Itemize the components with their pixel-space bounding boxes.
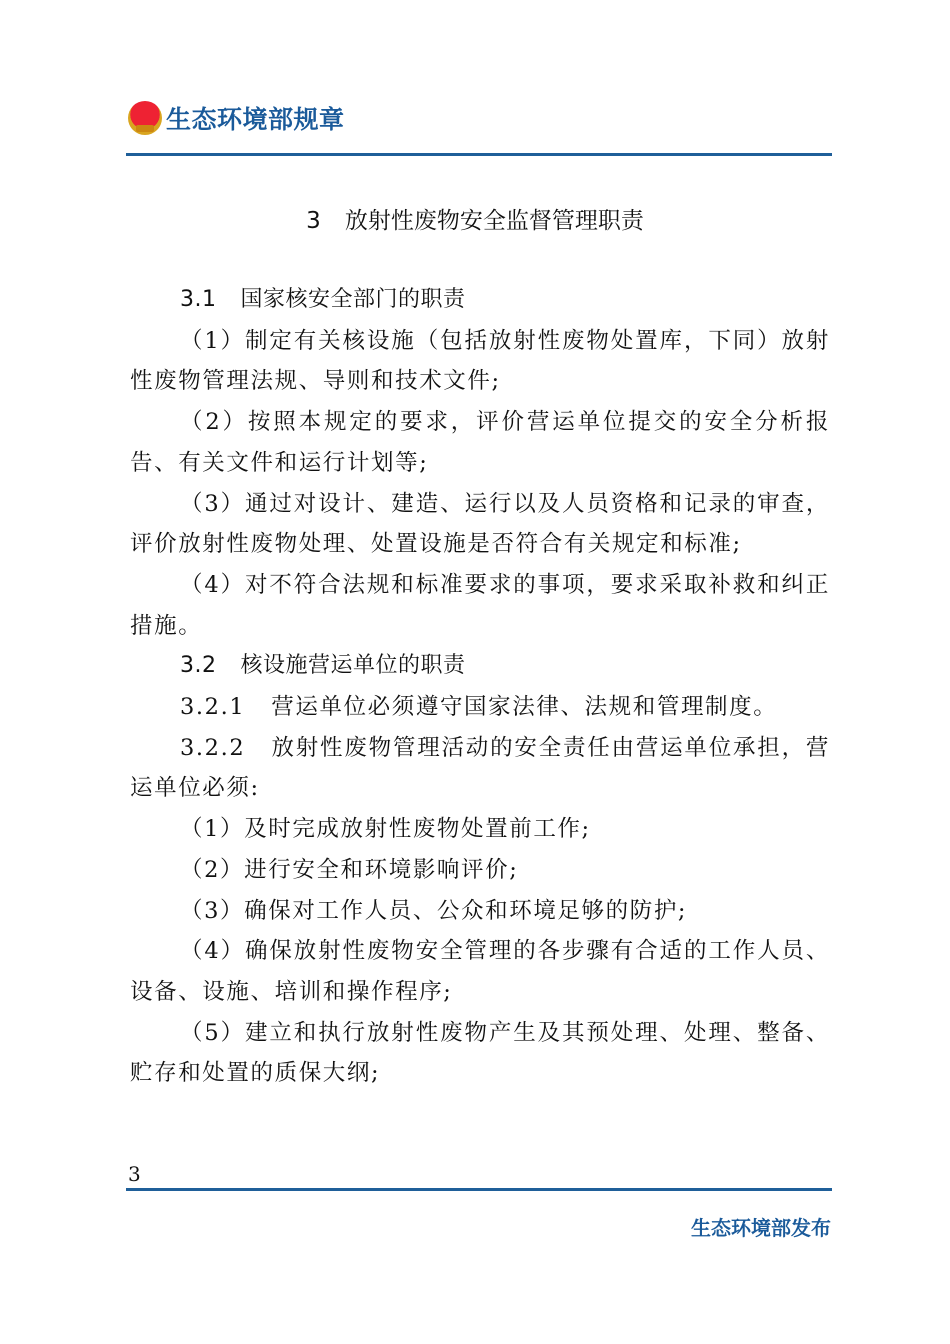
paragraph: （4）对不符合法规和标准要求的事项，要求采取补救和纠正措施。 xyxy=(130,571,830,639)
subsection-title: 国家核安全部门的职责 xyxy=(240,287,466,312)
page-header xyxy=(128,100,345,136)
header-title: 生态环境部规章 xyxy=(166,105,345,134)
section-number: 3 xyxy=(306,208,321,234)
national-emblem-icon xyxy=(128,101,162,135)
clause xyxy=(130,687,830,728)
paragraph: （5）建立和执行放射性废物产生及其预处理、处理、整备、贮存和处置的质保大纲; xyxy=(130,1019,830,1087)
paragraph: （3）通过对设计、建造、运行以及人员资格和记录的审查，评价放射性废物处理、处置设施是否符合有关规定和标准; xyxy=(130,490,830,558)
clause-text: 放射性废物管理活动的安全责任由营运单位承担，营运单位必须: xyxy=(130,734,830,802)
section-title xyxy=(0,202,950,235)
header-divider xyxy=(126,153,832,156)
page-number: 3 xyxy=(128,1162,141,1186)
subsection-number: 3.2 xyxy=(180,653,217,679)
footer-divider xyxy=(126,1188,832,1191)
clause-number: 3.2.2 xyxy=(180,734,246,761)
paragraph: （1）及时完成放射性废物处置前工作; xyxy=(180,816,591,843)
footer-text: 生态环境部发布 xyxy=(691,1216,831,1240)
clause-number: 3.2.1 xyxy=(180,694,246,721)
subsection-title: 核设施营运单位的职责 xyxy=(240,653,466,679)
clause xyxy=(130,728,830,809)
section-title-text: 放射性废物安全监督管理职责 xyxy=(344,208,644,234)
subsection-heading xyxy=(130,280,830,321)
paragraph: （2）按照本规定的要求，评价营运单位提交的安全分析报告、有关文件和运行计划等; xyxy=(130,409,830,476)
subsection-number: 3.1 xyxy=(180,287,217,312)
paragraph: （4）确保放射性废物安全管理的各步骤有合适的工作人员、设备、设施、培训和操作程序; xyxy=(130,938,830,1005)
clause-text: 营运单位必须遵守国家法律、法规和管理制度。 xyxy=(271,694,778,721)
document-body xyxy=(130,280,830,1094)
paragraph: （2）进行安全和环境影响评价; xyxy=(180,856,519,883)
paragraph: （3）确保对工作人员、公众和环境足够的防护; xyxy=(180,897,688,924)
paragraph: （1）制定有关核设施（包括放射性废物处置库，下同）放射性废物管理法规、导则和技术文件; xyxy=(130,327,830,395)
subsection-heading xyxy=(130,646,830,687)
